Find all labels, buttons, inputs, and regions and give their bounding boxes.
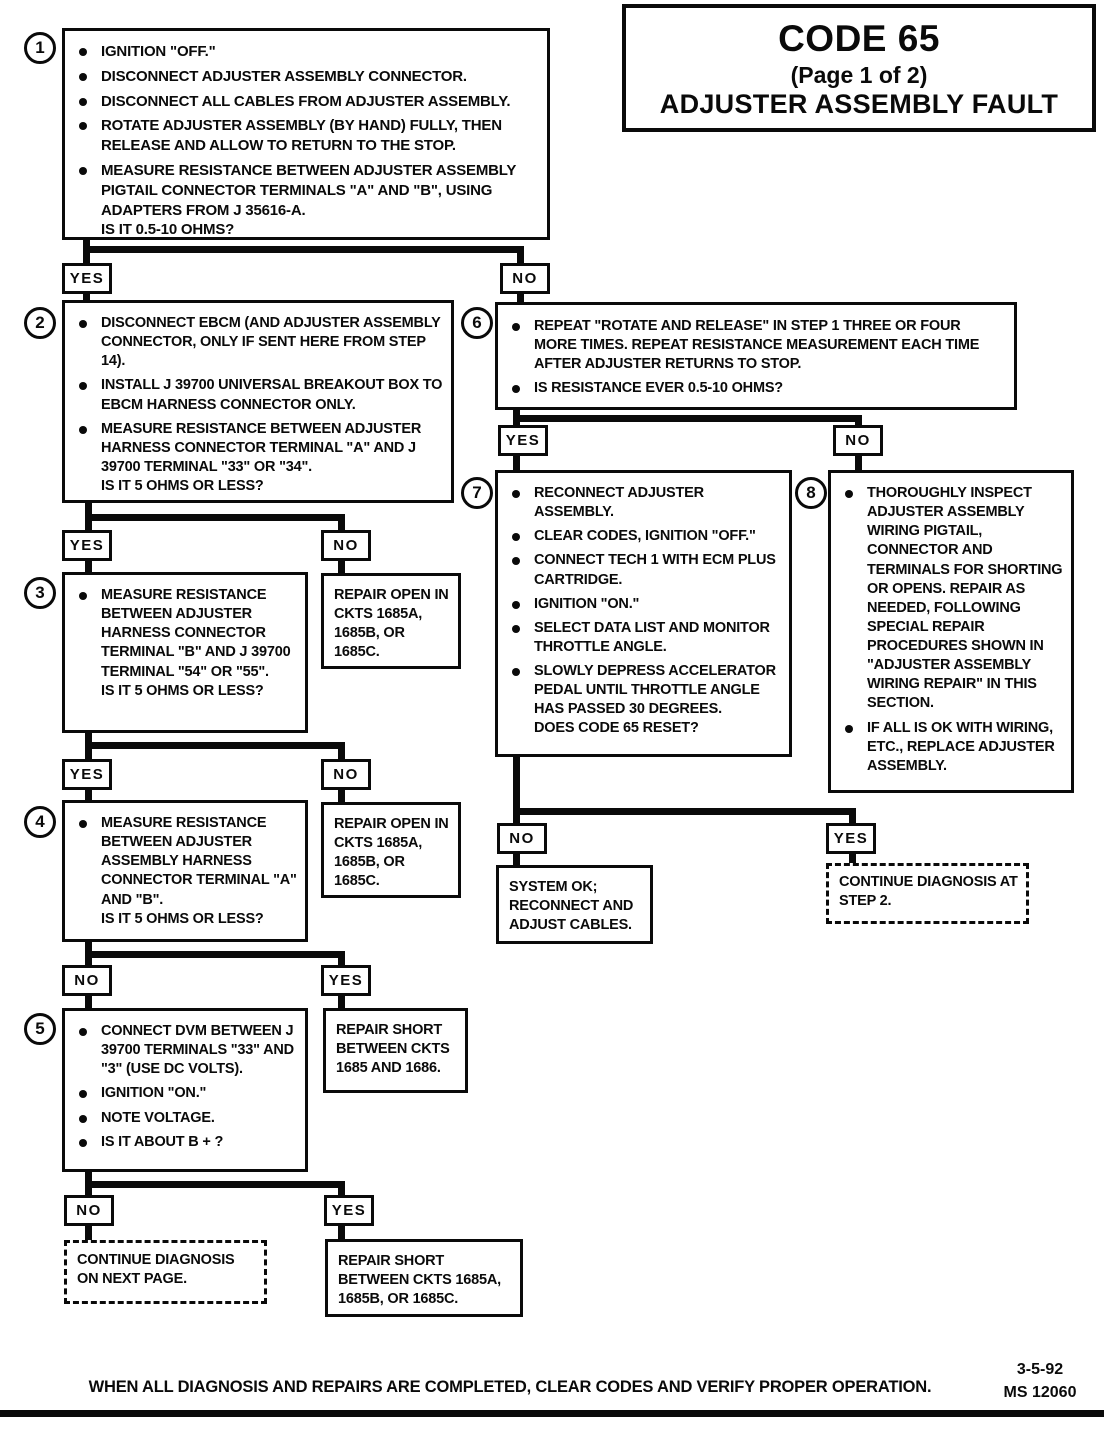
instruction-line: IF ALL IS OK WITH WIRING, ETC., REPLACE ADJUSTER ASSEMBLY. bbox=[837, 719, 1063, 776]
connector-line bbox=[83, 294, 90, 300]
connector-line bbox=[85, 1181, 345, 1188]
connector-line bbox=[338, 742, 345, 759]
bottom-rule bbox=[0, 1410, 1104, 1417]
step7-branch-yes: YES bbox=[826, 823, 876, 854]
step-8-number: 8 bbox=[795, 477, 827, 509]
connector-line bbox=[338, 1226, 345, 1239]
connector-line bbox=[517, 246, 524, 263]
instruction-line: IS IT ABOUT B + ? bbox=[71, 1133, 297, 1152]
step-5-box bbox=[62, 1008, 308, 1172]
step-3-box bbox=[62, 572, 308, 733]
step-8-box bbox=[828, 470, 1074, 793]
title-code: CODE 65 bbox=[778, 18, 940, 59]
instruction-line: IGNITION "ON." bbox=[504, 595, 781, 614]
step6-branch-yes: YES bbox=[498, 425, 548, 456]
step4-branch-yes: YES bbox=[321, 965, 371, 996]
connector-line bbox=[338, 951, 345, 965]
footer-date: 3-5-92 bbox=[1016, 1361, 1064, 1378]
connector-line bbox=[855, 456, 862, 470]
step1-branch-no: NO bbox=[500, 263, 550, 294]
connector-line bbox=[85, 951, 345, 958]
outcome-system-ok: SYSTEM OK; RECONNECT AND ADJUST CABLES. bbox=[496, 865, 653, 944]
instruction-line: IS RESISTANCE EVER 0.5-10 OHMS? bbox=[504, 379, 1006, 398]
step2-branch-yes: YES bbox=[62, 530, 112, 561]
instruction-line: DISCONNECT EBCM (AND ADJUSTER ASSEMBLY CONNECTOR, ONLY IF SENT HERE FROM STEP 14). bbox=[71, 314, 443, 371]
step-5-number: 5 bbox=[24, 1013, 56, 1045]
outcome-repair-open-2: REPAIR OPEN IN CKTS 1685A, 1685B, OR 1685C. bbox=[321, 802, 461, 898]
connector-line bbox=[849, 808, 856, 823]
connector-line bbox=[338, 561, 345, 573]
step2-branch-no: NO bbox=[321, 530, 371, 561]
instruction-line: MEASURE RESISTANCE BETWEEN ADJUSTER ASSEMBLY HARNESS CONNECTOR TERMINAL "A" AND "B". bbox=[71, 814, 297, 910]
step-3-number: 3 bbox=[24, 577, 56, 609]
step6-branch-no: NO bbox=[833, 425, 883, 456]
title-page-indicator: (Page 1 of 2) bbox=[790, 62, 928, 88]
outcome-repair-short-1685-1686: REPAIR SHORT BETWEEN CKTS 1685 AND 1686. bbox=[323, 1008, 468, 1093]
instruction-line: MEASURE RESISTANCE BETWEEN ADJUSTER HARNESS CONNECTOR TERMINAL "B" AND J 39700 TERMINAL "54" OR "55". bbox=[71, 586, 297, 682]
instruction-line: IGNITION "ON." bbox=[71, 1084, 297, 1103]
step-6-number: 6 bbox=[461, 307, 493, 339]
connector-line bbox=[855, 415, 862, 425]
connector-line bbox=[83, 246, 524, 253]
connector-line bbox=[338, 790, 345, 802]
step3-branch-no: NO bbox=[321, 759, 371, 790]
instruction-line: INSTALL J 39700 UNIVERSAL BREAKOUT BOX TO EBCM HARNESS CONNECTOR ONLY. bbox=[71, 376, 443, 414]
instruction-line: REPEAT "ROTATE AND RELEASE" IN STEP 1 THREE OR FOUR MORE TIMES. REPEAT RESISTANCE MEASUREMENT EACH TIME AFTER ADJUSTER RETURNS TO STOP. bbox=[504, 317, 1006, 374]
connector-line bbox=[85, 514, 345, 521]
instruction-line: DISCONNECT ALL CABLES FROM ADJUSTER ASSEMBLY. bbox=[71, 92, 539, 112]
outcome-continue-step-2: CONTINUE DIAGNOSIS AT STEP 2. bbox=[826, 863, 1029, 924]
step-4-box bbox=[62, 800, 308, 942]
step1-branch-yes: YES bbox=[62, 263, 112, 294]
instruction-line: CLEAR CODES, IGNITION "OFF." bbox=[504, 527, 781, 546]
title-box bbox=[622, 4, 1096, 132]
connector-line bbox=[85, 996, 92, 1008]
step-2-box bbox=[62, 300, 454, 503]
instruction-line: CONNECT TECH 1 WITH ECM PLUS CARTRIDGE. bbox=[504, 551, 781, 589]
connector-line bbox=[338, 996, 345, 1008]
outcome-repair-short-1685abc: REPAIR SHORT BETWEEN CKTS 1685A, 1685B, OR 1685C. bbox=[325, 1239, 523, 1317]
step7-branch-no: NO bbox=[497, 823, 547, 854]
question-line: IS IT 0.5-10 OHMS? bbox=[101, 221, 235, 239]
question-line: IS IT 5 OHMS OR LESS? bbox=[101, 910, 264, 927]
step4-branch-no: NO bbox=[62, 965, 112, 996]
instruction-line: SELECT DATA LIST AND MONITOR THROTTLE ANGLE. bbox=[504, 619, 781, 657]
title-subtitle: ADJUSTER ASSEMBLY FAULT bbox=[659, 89, 1059, 119]
connector-line bbox=[513, 854, 520, 865]
connector-line bbox=[85, 790, 92, 800]
outcome-continue-next-page: CONTINUE DIAGNOSIS ON NEXT PAGE. bbox=[64, 1240, 267, 1304]
step-2-number: 2 bbox=[24, 307, 56, 339]
connector-line bbox=[85, 1226, 92, 1240]
connector-line bbox=[513, 415, 862, 422]
footer-doc-number: MS 12060 bbox=[1003, 1384, 1077, 1402]
instruction-line: IGNITION "OFF." bbox=[71, 42, 539, 62]
step5-branch-no: NO bbox=[64, 1195, 114, 1226]
connector-line bbox=[85, 742, 345, 749]
footer-note: WHEN ALL DIAGNOSIS AND REPAIRS ARE COMPLETED, CLEAR CODES AND VERIFY PROPER OPERATION. bbox=[88, 1378, 932, 1396]
question-line: IS IT 5 OHMS OR LESS? bbox=[101, 478, 264, 494]
instruction-line: MEASURE RESISTANCE BETWEEN ADJUSTER ASSEMBLY PIGTAIL CONNECTOR TERMINALS "A" AND "B", USING ADAPTERS FROM J 35616-A. bbox=[71, 161, 539, 220]
step3-branch-yes: YES bbox=[62, 759, 112, 790]
connector-line bbox=[85, 561, 92, 572]
step-1-number: 1 bbox=[24, 32, 56, 64]
instruction-line: DISCONNECT ADJUSTER ASSEMBLY CONNECTOR. bbox=[71, 67, 539, 87]
step5-branch-yes: YES bbox=[324, 1195, 374, 1226]
instruction-line: NOTE VOLTAGE. bbox=[71, 1109, 297, 1128]
outcome-repair-open-1: REPAIR OPEN IN CKTS 1685A, 1685B, OR 1685C. bbox=[321, 573, 461, 669]
step-7-number: 7 bbox=[461, 477, 493, 509]
instruction-line: THOROUGHLY INSPECT ADJUSTER ASSEMBLY WIRING PIGTAIL, CONNECTOR AND TERMINALS FOR SHORTING OR OPENS. REPAIR AS NEEDED, FOLLOWING SPECIAL REPAIR PROCEDURES SHOWN IN "ADJUSTER ASSEMBLY WIRING REPAIR" IN THIS SECTION. bbox=[837, 484, 1063, 714]
instruction-line: RECONNECT ADJUSTER ASSEMBLY. bbox=[504, 484, 781, 522]
connector-line bbox=[513, 808, 856, 815]
instruction-line: SLOWLY DEPRESS ACCELERATOR PEDAL UNTIL THROTTLE ANGLE HAS PASSED 30 DEGREES. bbox=[504, 662, 781, 719]
instruction-line: MEASURE RESISTANCE BETWEEN ADJUSTER HARNESS CONNECTOR TERMINAL "A" AND J 39700 TERMINAL "33" OR "34". bbox=[71, 420, 443, 477]
step-7-box bbox=[495, 470, 792, 757]
step-1-box bbox=[62, 28, 550, 240]
connector-line bbox=[338, 1181, 345, 1195]
instruction-line: ROTATE ADJUSTER ASSEMBLY (BY HAND) FULLY, THEN RELEASE AND ALLOW TO RETURN TO THE STOP. bbox=[71, 116, 539, 156]
connector-line bbox=[517, 294, 524, 302]
connector-line bbox=[338, 514, 345, 530]
footer-doc-block bbox=[985, 1358, 1095, 1404]
connector-line bbox=[849, 854, 856, 863]
step-4-number: 4 bbox=[24, 806, 56, 838]
question-line: DOES CODE 65 RESET? bbox=[534, 720, 699, 737]
step-6-box bbox=[495, 302, 1017, 410]
instruction-line: CONNECT DVM BETWEEN J 39700 TERMINALS "33" AND "3" (USE DC VOLTS). bbox=[71, 1022, 297, 1079]
connector-line bbox=[513, 456, 520, 470]
question-line: IS IT 5 OHMS OR LESS? bbox=[101, 682, 264, 699]
